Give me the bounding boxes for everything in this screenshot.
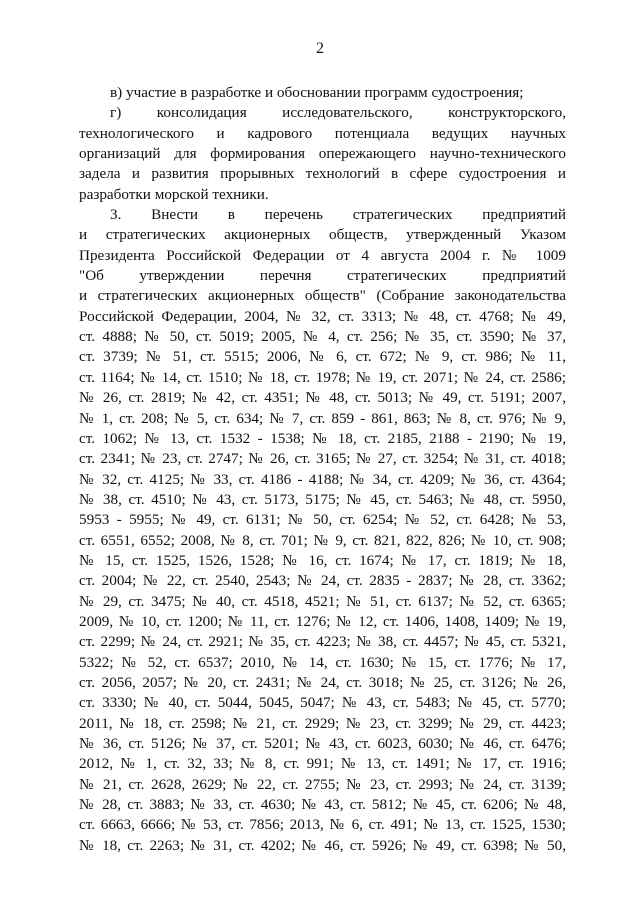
text-line: и стратегических акционерных обществ" (Собрание законодательства [79, 287, 566, 305]
text-line: № 26, ст. 2819; № 42, ст. 4351; № 48, ст. 5013; № 49, ст. 5191; 2007, [79, 389, 566, 407]
text-line: № 15, ст. 1525, 1526, 1528; № 16, ст. 1674; № 17, ст. 1819; № 18, [79, 551, 566, 569]
text-line: 2009, № 10, ст. 1200; № 11, ст. 1276; № 12, ст. 1406, 1408, 1409; № 19, [79, 612, 566, 630]
text-line: ст. 3330; № 40, ст. 5044, 5045, 5047; № 43, ст. 5483; № 45, ст. 5770; [79, 694, 566, 712]
text-line: ст. 2299; № 24, ст. 2921; № 35, ст. 4223; № 38, ст. 4457; № 45, ст. 5321, [79, 633, 566, 651]
text-line: № 28, ст. 3883; № 33, ст. 4630; № 43, ст. 5812; № 45, ст. 6206; № 48, [79, 796, 566, 814]
text-line: № 1, ст. 208; № 5, ст. 634; № 7, ст. 859 - 861, 863; № 8, ст. 976; № 9, [79, 409, 566, 427]
text-line: Президента Российской Федерации от 4 августа 2004 г. № 1009 [79, 246, 566, 264]
text-line: "Об утверждении перечня стратегических предприятий [79, 267, 566, 285]
document-body [79, 83, 566, 856]
text-line: ст. 4888; № 50, ст. 5019; 2005, № 4, ст. 256; № 35, ст. 3590; № 37, [79, 328, 566, 346]
text-line: г) консолидация исследовательского, конструкторского, [110, 104, 566, 122]
text-line: и стратегических акционерных обществ, утвержденный Указом [79, 226, 566, 244]
text-line: № 36, ст. 5126; № 37, ст. 5201; № 43, ст. 6023, 6030; № 46, ст. 6476; [79, 735, 566, 752]
text-line: № 32, ст. 4125; № 33, ст. 4186 - 4188; № 34, ст. 4209; № 36, ст. 4364; [79, 470, 566, 488]
text-line: ст. 6663, 6666; № 53, ст. 7856; 2013, № 6, ст. 491; № 13, ст. 1525, 1530; [79, 816, 566, 834]
text-line: ст. 6551, 6552; 2008, № 8, ст. 701; № 9, ст. 821, 822, 826; № 10, ст. 908; [79, 531, 566, 549]
text-line: № 21, ст. 2628, 2629; № 22, ст. 2755; № 23, ст. 2993; № 24, ст. 3139; [79, 775, 566, 793]
text-line: разработки морской техники. [79, 185, 269, 203]
text-line: 3. Внести в перечень стратегических предприятий [110, 206, 566, 224]
text-line: организаций для формирования опережающего научно-технического [79, 145, 566, 163]
page-number: 2 [316, 40, 324, 57]
text-line: технологического и кадрового потенциала ведущих научных [79, 124, 566, 142]
text-line: ст. 3739; № 51, ст. 5515; 2006, № 6, ст. 672; № 9, ст. 986; № 11, [79, 348, 566, 366]
text-line: № 38, ст. 4510; № 43, ст. 5173, 5175; № 45, ст. 5463; № 48, ст. 5950, [79, 490, 566, 508]
text-line: Российской Федерации, 2004, № 32, ст. 3313; № 48, ст. 4768; № 49, [79, 307, 566, 325]
text-line: 5953 - 5955; № 49, ст. 6131; № 50, ст. 6254; № 52, ст. 6428; № 53, [79, 511, 566, 529]
text-line: 2012, № 1, ст. 32, 33; № 8, ст. 991; № 13, ст. 1491; № 17, ст. 1916; [79, 755, 566, 773]
text-line: 5322; № 52, ст. 6537; 2010, № 14, ст. 1630; № 15, ст. 1776; № 17, [79, 653, 566, 671]
text-line: задела и развития прорывных технологий в сфере судостроения и [79, 165, 566, 183]
text-line: ст. 1062; № 13, ст. 1532 - 1538; № 18, ст. 2185, 2188 - 2190; № 19, [79, 429, 566, 447]
text-line: ст. 1164; № 14, ст. 1510; № 18, ст. 1978; № 19, ст. 2071; № 24, ст. 2586; [79, 368, 566, 386]
text-line: ст. 2341; № 23, ст. 2747; № 26, ст. 3165; № 27, ст. 3254; № 31, ст. 4018; [79, 450, 566, 468]
text-line: ст. 2056, 2057; № 20, ст. 2431; № 24, ст. 3018; № 25, ст. 3126; № 26, [79, 673, 566, 691]
text-line: № 29, ст. 3475; № 40, ст. 4518, 4521; № 51, ст. 6137; № 52, ст. 6365; [79, 592, 566, 610]
text-line: ст. 2004; № 22, ст. 2540, 2543; № 24, ст. 2835 - 2837; № 28, ст. 3362; [79, 572, 566, 590]
text-line: 2011, № 18, ст. 2598; № 21, ст. 2929; № 23, ст. 3299; № 29, ст. 4423; [79, 714, 566, 732]
text-line: № 18, ст. 2263; № 31, ст. 4202; № 46, ст. 5926; № 49, ст. 6398; № 50, [79, 836, 566, 854]
text-line: в) участие в разработке и обосновании программ судостроения; [110, 84, 524, 101]
